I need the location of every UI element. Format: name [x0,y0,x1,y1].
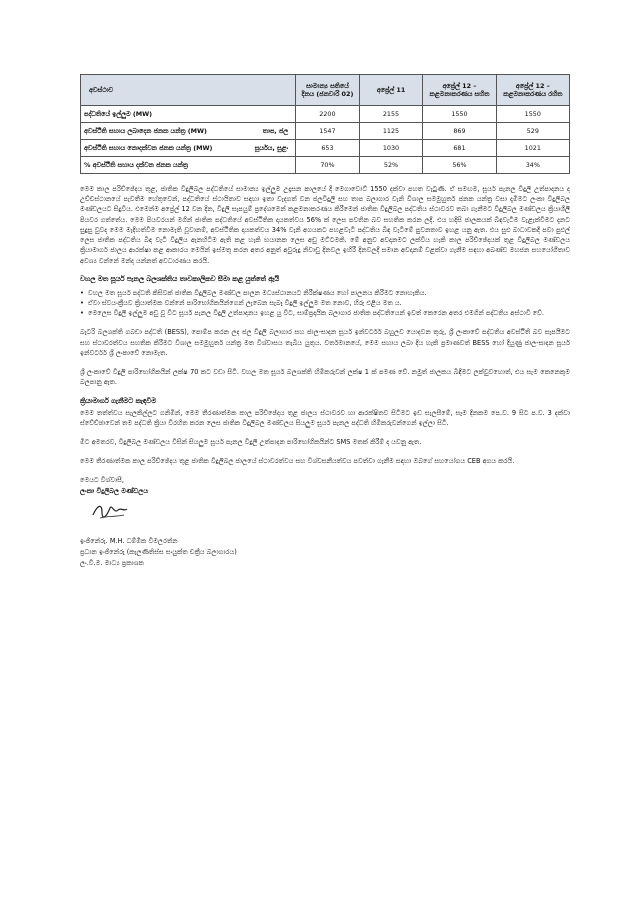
signature-image [90,500,130,522]
cell-value: 1547 [296,123,360,140]
cell-value: 681 [423,140,496,157]
bess-paragraph: බැටරි බලශක්ති ගබඩා පද්ධති (BESS), පොම්ප කරන ලද ජල විදුලි බලාගාර සහ ජාල-සාදන සූර්ය ඉන්වර්ටර් බහුලව යොදවන තුරු, ශ්‍රී ලංකාවේ පද්ධතිය අවස්ථිති බව සැපයීමට සහ ස්ථාවරත්වය සහතික කිරීමට විශාල සමමුහුර්ත යන්ත්‍ර මත විශ්වාසය තැබිය යුතුය. වර්තමානයේ, මෙම සහාය ලබා දිය හැකි ප්‍රමාණවත් BESS හෝ දියුණු ජාල-සාදන සූර්ය ඉන්වර්ටර් ශ්‍රී ලංකාවේ නොමැත. [80,328,570,357]
row-sub-label: තාප, ජල [262,127,289,135]
signatory-title: ප්‍රධාන ඉංජිනේරු (කැලණිතිස්ස සංයුක්ත චක්‍රීය බලාගාරය) [80,548,237,557]
signatory-name: ඉංජිනේරු. M.H. ධම්මික විමලරත්න [80,537,178,546]
cell-value: 56% [423,157,496,174]
header-april-11: අප්‍රේල් 11 [359,75,423,106]
cell-value: 2200 [296,106,360,123]
cell-value: 1030 [359,140,423,157]
call-to-action-paragraph: මෙම තත්ත්වය සැලකිල්ලට ගනිමින්, මෙම තීරණාත්මක කාල පරිච්ඡේදය තුළ ජාලය ස්ථාවරව හා ආරක්ෂිතව සිටීමට ඉඩ සැලසීමේ, සෑම දිනකම පෙ.ව. 9 සිට ප.ව. 3 දක්වා ස්වේච්ඡාවෙන් තම පද්ධති ක්‍රියා විරහිත කරන ලෙස ජාතික විදුලිබල මණ්ඩලය සියලුම සූර්ය පැනල පද්ධති හිමිකරුවන්ගෙන් ඉල්ලා සිටී. [80,408,570,427]
intro-paragraph: මෙම කාල පරිච්ඡේදය තුළ, ජාතික විදුලිබල පද්ධතියේ සාමාන්‍ය ඉල්ලුම උදෑසන කාලයේ දී මෙගාවොට් 1550 දක්වා පහත වැටුණි. ඒ සමඟම, සූර්ය පැනල විදුලි උත්පාදනය ද උච්චස්ථානයේ පැවතීම හේතුවෙන්, පද්ධතියේ ස්ථායිතාව සඳහා ඉතා වැදගත් වන ජලවිදුලි සහ තාප බලාගාර වැනි විශාල සමමුහුර්ත ජනක යන්ත්‍ර වසා දැමීමට ලංකා විදුලිබල මණ්ඩලයට සිදුවිය. එමෙන්ම අප්‍රේල් 12 වන දින, විදුලි සැපයුම් ප්‍රදේශමෙන් කළමනාකරණය කිරීමෙන් ජාතික විදුලිබල පද්ධතිය ස්ථාවරව තබා ගැනීමට විදුලිබල මණ්ඩලය ක්‍රියාශීලී පියවර ගත්තේය. මෙම පියවරයන් මගින් ජාතික පද්ධතියේ අවස්ථිතික දායකත්වය 56% ක් ලෙස පවතින බව සහතික කරන ලදී. එය හදිසි ජාලකයක් බිඳවැටීම වැළැක්වීමට දැනට සුදුසු වුවද මෙම මැදිහත්වීම නොමැති වූවානම්, අවස්ථිතික දායකත්වය 34% වැනි අගයකට පහළවැටී පද්ධතිය බිඳ වැටීමේ පුවනතාව ඉහළ යනු ඇත. එය සුළු බාධාවකදී පවා පුළුල් ලෙස ජාතික පද්ධතිය බිඳ වැටී විදුලිය ඇනහිටීම ඇති කළ හැකි භයානක ලෙස අඩු මට්ටමකි. මේ අනුව අවදානමට ලක්විය හැකි කාල පරිච්ඡේදයක් තුළ විදුලිබල මණ්ඩලය ක්‍රියාමාර්ග ජාලය ආරක්ෂා කළ ආකාරය මෙයින් ඉස්මතු කරන අතර අනුත් අවුරුදු නිවාඩු දිනවල ඉහිරී දිනවලදී සමාන අවදානම් වළක්වා ගැනීම සඳහා අඛණ්ඩ මහජන සහයෝගීතාව අවශ්‍ය වන්නේ මන්ද යන්නත් අවධාරණය කරයි. [80,185,570,265]
section-heading-why-limit: වහල මත සූර්ය පැනල බලශක්තිය තාවකාලිකව සීමා කළ යුත්තේ ඇයි [80,274,280,283]
cell-value: 52% [359,157,423,174]
reasons-list [80,288,570,319]
cell-value: 70% [296,157,360,174]
header-situation: අවස්ථාව [81,75,296,106]
signatory-role: ලං.වි.ම. මාධ්‍ය ප්‍රකාශක [80,558,144,567]
row-label [81,123,296,140]
header-april-12-managed: අප්‍රේල් 12 – කළමනාකරණය සහිත [423,75,496,106]
load-comparison-table [80,74,570,174]
header-april-12-unmanaged: අප්‍රේල් 12 – කළමනාකරණය රහිත [496,75,569,106]
appreciation-paragraph: මෙම තීරණාත්මක කාල පරිච්ඡේදය තුළ ජාතික විදුලිබල ජාලයේ ස්ථාවරත්වය සහ විශ්වසනීයත්වය පවත්වා ගැනීම සඳහා ඔබගේ සහයෝගය CEB අගය කරයි. [80,457,515,466]
table-row [81,123,570,140]
cell-value: 34% [496,157,569,174]
header-weekday: සාමාන්‍ය සතියේ දිනය (ජනවාරි 02) [296,75,360,106]
cell-value: 653 [296,140,360,157]
table-row [81,157,570,174]
section-heading-call-to-action: ක්‍රියාමාර්ග ගැනීමට කැඳවීම [80,396,157,405]
list-item: • ඒවා ස්වයංක්‍රීයව ක්‍රියාත්මක වන්නේ පාරිභෝගිකයින්ගෙන් ලැබෙන සැබෑ විදුලි ඉල්ලුම මත නොව, හිරු එළිය මත ය. [80,298,570,308]
salutation: මෙයට විශ්වාසී, [80,476,125,485]
table-header-row [81,75,570,106]
cell-value: 529 [496,123,569,140]
cell-value: 2155 [359,106,423,123]
cell-value: 1550 [496,106,569,123]
closing-block [80,475,570,568]
consumers-paragraph: ශ්‍රී ලංකාවේ විදුලි පාරිභෝගිකයින් ලක්ෂ 70 කට වඩා සිටී. වහල මත සූර්ය බලශක්ති හිමිකරුවන් ලක්ෂ 1 ක් පමණ වේ. නමුත් ජාලකය බිඳීමට ලක්වුවහොත්, එය සැම කෙනෙකුම බලපානු ඇත. [80,368,570,387]
table-row [81,106,570,123]
organization-name: ලංකා විදුලිබල මණ්ඩලය [80,486,149,495]
list-item: • මෙලෙස විදුලි ඉල්ලුම අඩු වූ විට සූර්ය පැනල විදුලි උත්පාදනය ඉහළ යු විට, සාම්ප්‍රදායික බලාගාර ජාතික පද්ධතියෙන් ඉවත් කෙරෙන අතර එමගින් පද්ධතිය අස්ථාවී වේ. [80,308,570,318]
row-label [81,140,296,157]
list-item: • වහල මත සූර්ය පද්ධති කිසිවක් ජාතික විදුලිබල මණ්ඩල පාලන මධ්‍යස්ථානයට නිරීක්ෂණය හෝ පාලනය කිරීමට නොහැකිය. [80,288,570,298]
row-label-text: අවස්ථිති සහාය නොදක්වන ජනක යන්ත්‍ර (MW) [84,144,213,152]
row-label: පද්ධතියේ ඉල්ලුම (MW) [81,106,296,123]
cell-value: 869 [423,123,496,140]
table-row [81,140,570,157]
cell-value: 1021 [496,140,569,157]
sms-paragraph: මීට අමතරව, විදුලිබල මණ්ඩලය විසින් සියලුම සූර්ය පැනල විදුලි උත්පාදන පාරිභෝගිකයින්ට SMS මතක් කිරීම් ද යවනු ඇත. [80,437,422,446]
row-sub-label: සූර්යය, සුළං [254,144,289,152]
cell-value: 1125 [359,123,423,140]
row-label-text: අවස්ථිති සහාය ලබාදෙන ජනක යන්ත්‍ර (MW) [84,127,207,135]
cell-value: 1550 [423,106,496,123]
row-label: % අවස්ථිති සහාය දක්වන ජනක යන්ත්‍ර [81,157,296,174]
